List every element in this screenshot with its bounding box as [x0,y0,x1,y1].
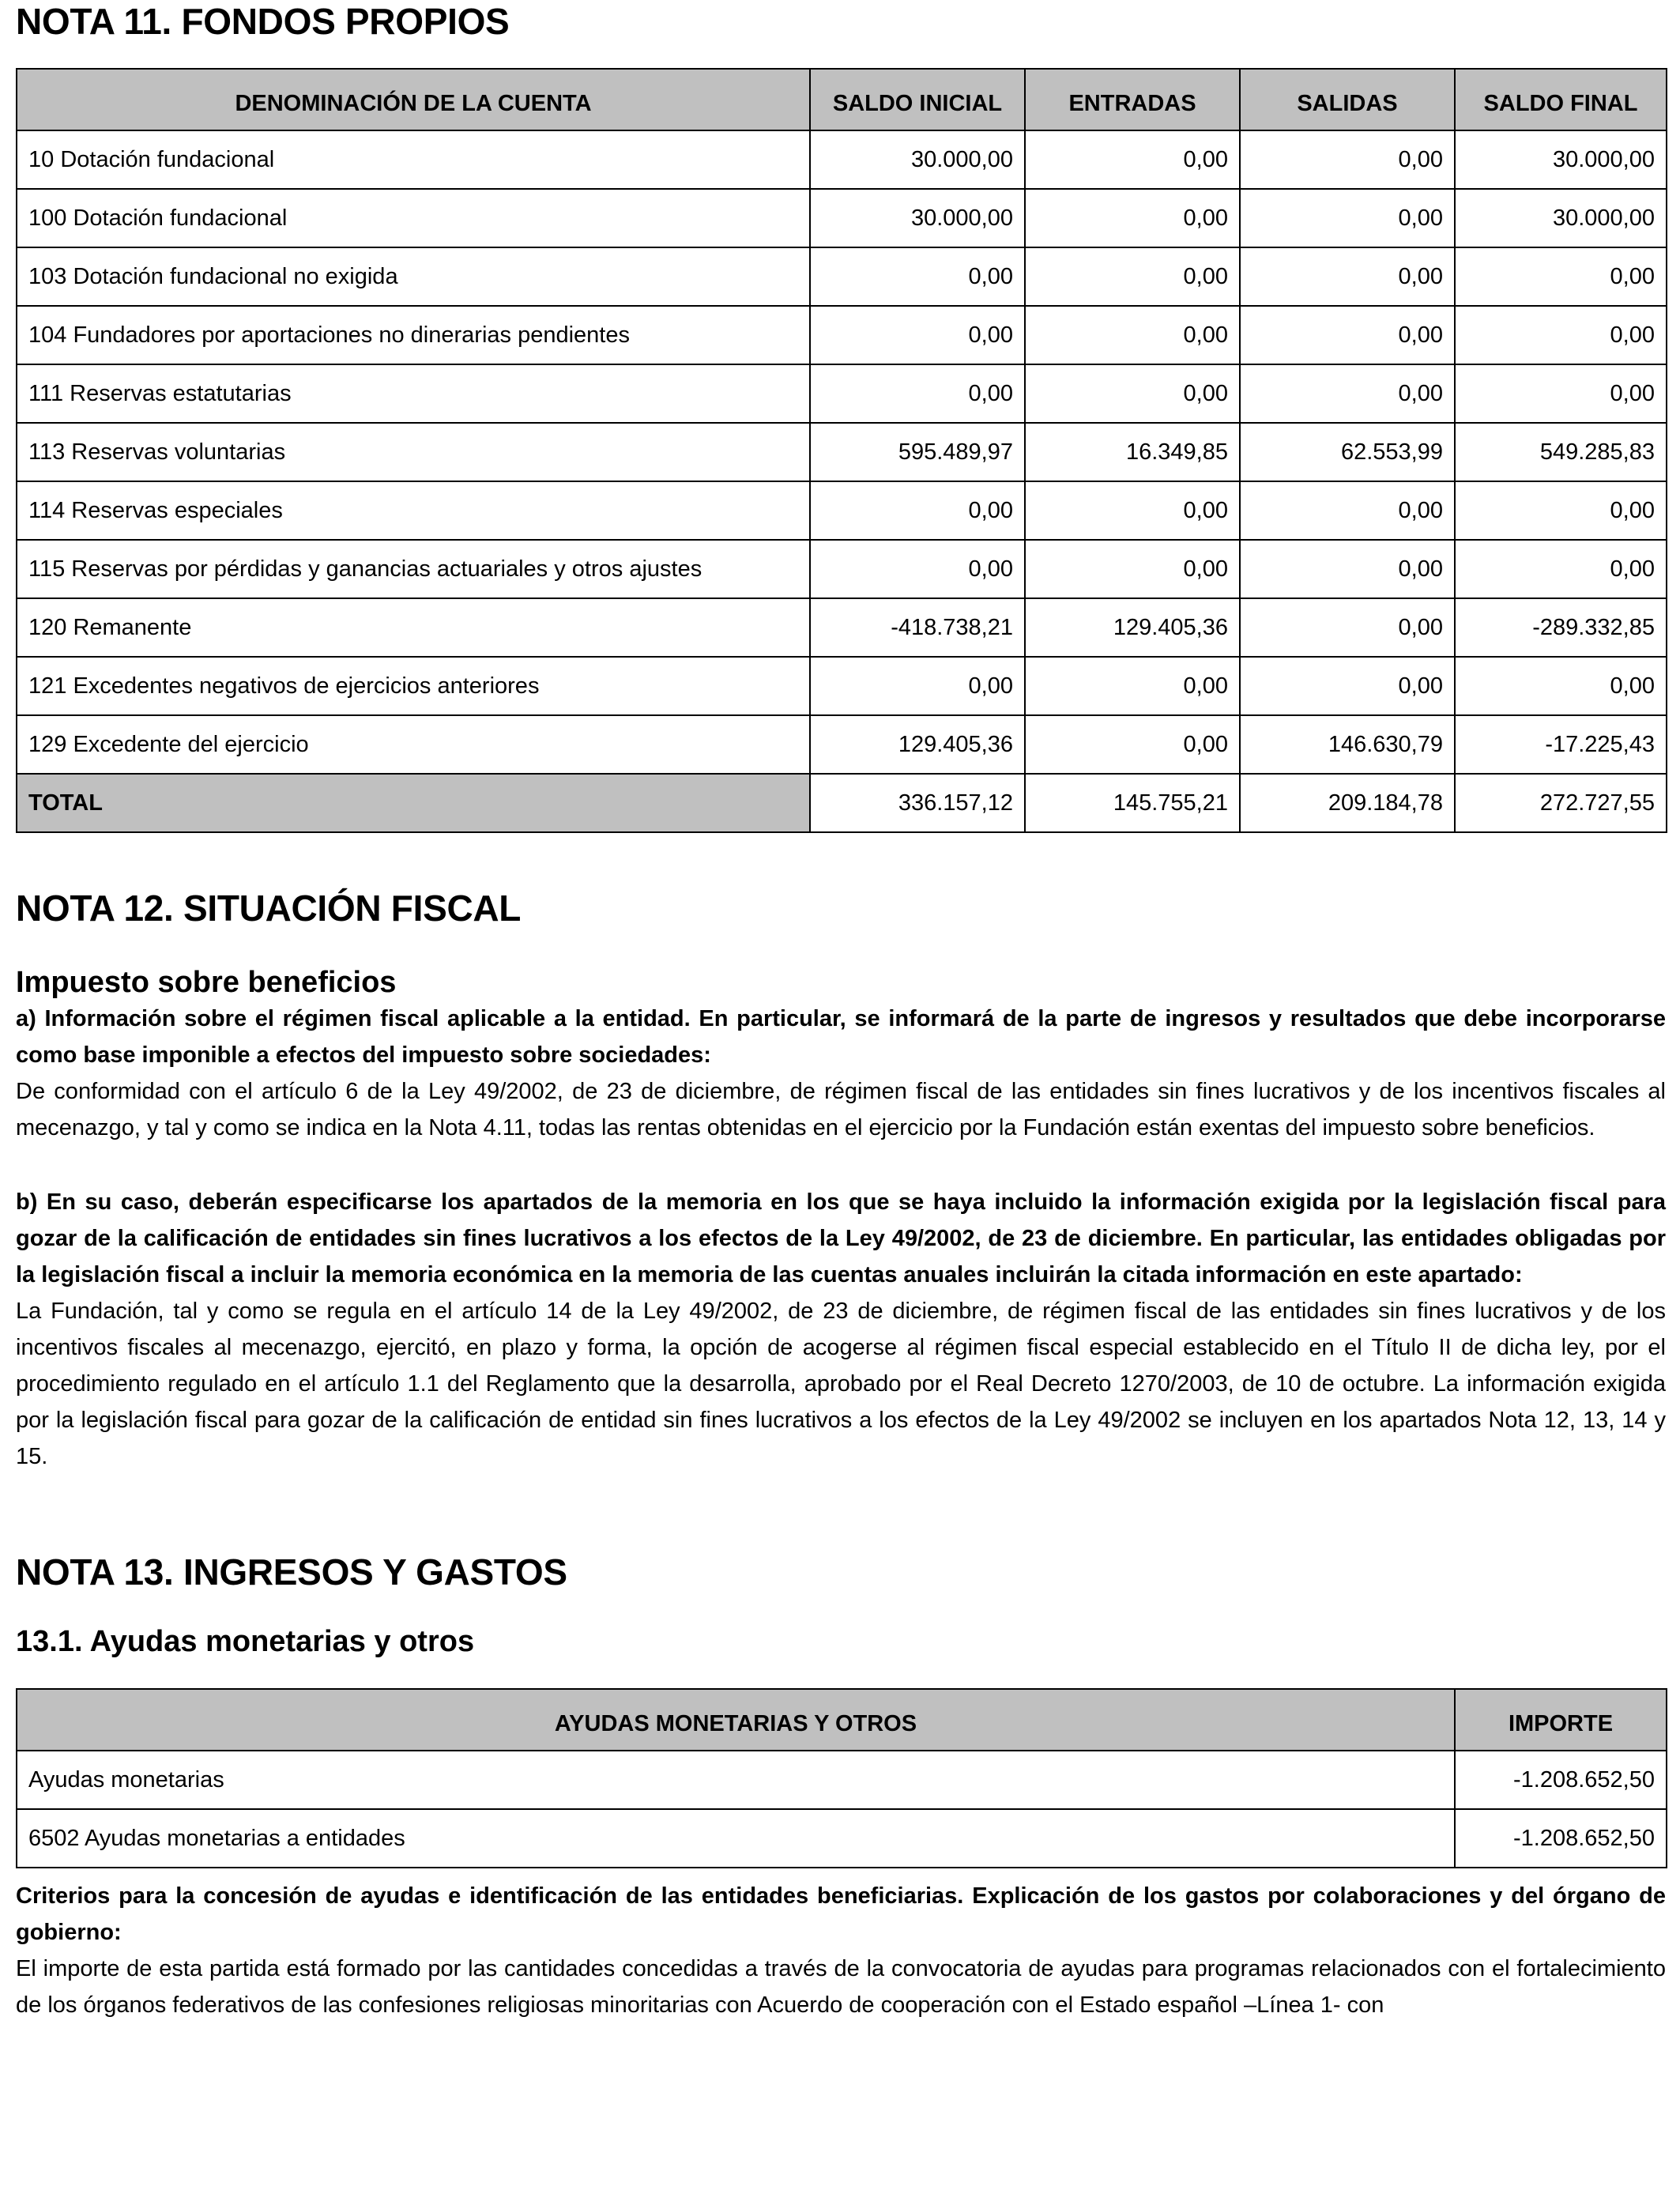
amount-cell: 0,00 [1025,130,1240,189]
amount-cell: 0,00 [1455,657,1667,715]
amount-cell: 0,00 [810,306,1025,364]
amount-cell: 129.405,36 [810,715,1025,774]
amount-cell: 0,00 [1240,481,1455,540]
amount-cell: 0,00 [1455,247,1667,306]
amount-cell: 0,00 [1240,306,1455,364]
table-row [17,540,1667,598]
amount-cell: 0,00 [1240,657,1455,715]
header-ayudas: AYUDAS MONETARIAS Y OTROS [17,1689,1455,1751]
table-row [17,598,1667,657]
amount-cell: 0,00 [810,481,1025,540]
account-name-cell: 104 Fundadores por aportaciones no dinerarias pendientes [17,306,810,364]
answer-b: La Fundación, tal y como se regula en el artículo 14 de la Ley 49/2002, de 23 de diciembre, de régimen fiscal de las entidades sin fines lucrativos y de los incentivos fiscales al mecenazgo, ejercitó, en plazo y forma, la opción de acogerse al régimen fiscal especial establecido en el Título II de dicha ley, por el procedimiento regulado en el artículo 1.1 del Reglamento que la desarrolla, aprobado por el Real Decreto 1270/2003, de 10 de octubre. La información exigida por la legislación fiscal para gozar de la calificación de entidad sin fines lucrativos a los efectos de la Ley 49/2002 se incluyen en los apartados Nota 12, 13, 14 y 15. [16,1299,1666,1469]
table-row [17,189,1667,247]
ayudas-table [16,1688,1667,1868]
amount-cell: 0,00 [1455,306,1667,364]
nota13-title: NOTA 13. INGRESOS Y GASTOS [16,1551,567,1593]
header-denominacion: DENOMINACIÓN DE LA CUENTA [17,69,810,130]
amount-cell: 0,00 [810,657,1025,715]
amount-cell: -289.332,85 [1455,598,1667,657]
amount-cell: 30.000,00 [1455,130,1667,189]
importe-cell: -1.208.652,50 [1455,1809,1667,1868]
amount-cell: 0,00 [810,540,1025,598]
header-saldo-inicial: SALDO INICIAL [810,69,1025,130]
amount-cell: 62.553,99 [1240,423,1455,481]
table-row [17,130,1667,189]
amount-cell: 0,00 [1025,247,1240,306]
header-saldo-final: SALDO FINAL [1455,69,1667,130]
table-row [17,247,1667,306]
answer-a: De conformidad con el artículo 6 de la Ley 49/2002, de 23 de diciembre, de régimen fiscal de las entidades sin fines lucrativos y de los incentivos fiscales al mecenazgo, y tal y como se indica en la Nota 4.11, todas las rentas obtenidas en el ejercicio por la Fundación están exentas del impuesto sobre beneficios. [16,1079,1666,1140]
account-name-cell: 103 Dotación fundacional no exigida [17,247,810,306]
document-page [16,0,1666,2023]
amount-cell: 595.489,97 [810,423,1025,481]
concept-cell: Ayudas monetarias [17,1751,1455,1809]
amount-cell: 0,00 [1240,130,1455,189]
amount-cell: 0,00 [1240,598,1455,657]
account-name-cell: 10 Dotación fundacional [17,130,810,189]
account-name-cell: 115 Reservas por pérdidas y ganancias actuariales y otros ajustes [17,540,810,598]
amount-cell: 0,00 [1025,306,1240,364]
amount-cell: 0,00 [1025,657,1240,715]
total-row [17,774,1667,832]
table-header-row [17,1689,1667,1751]
amount-cell: 0,00 [1025,540,1240,598]
amount-cell: 0,00 [1240,540,1455,598]
nota11-title: NOTA 11. FONDOS PROPIOS [16,1,510,42]
amount-cell: 16.349,85 [1025,423,1240,481]
total-saldo-final: 272.727,55 [1455,774,1667,832]
amount-cell: 146.630,79 [1240,715,1455,774]
amount-cell: 0,00 [1025,189,1240,247]
table-row [17,1809,1667,1868]
amount-cell: 0,00 [1240,247,1455,306]
amount-cell: 0,00 [810,364,1025,423]
account-name-cell: 100 Dotación fundacional [17,189,810,247]
amount-cell: -418.738,21 [810,598,1025,657]
table-row [17,657,1667,715]
amount-cell: 0,00 [1455,540,1667,598]
table-row [17,1751,1667,1809]
table-row [17,715,1667,774]
account-name-cell: 111 Reservas estatutarias [17,364,810,423]
nota12-title: NOTA 12. SITUACIÓN FISCAL [16,888,522,929]
amount-cell: 30.000,00 [810,130,1025,189]
amount-cell: 0,00 [1025,715,1240,774]
amount-cell: 0,00 [1455,364,1667,423]
amount-cell: 549.285,83 [1455,423,1667,481]
account-name-cell: 120 Remanente [17,598,810,657]
concept-cell: 6502 Ayudas monetarias a entidades [17,1809,1455,1868]
amount-cell: 30.000,00 [810,189,1025,247]
account-name-cell: 121 Excedentes negativos de ejercicios anteriores [17,657,810,715]
amount-cell: 0,00 [1240,189,1455,247]
nota13-subtitle: 13.1. Ayudas monetarias y otros [16,1625,475,1658]
table-row [17,364,1667,423]
account-name-cell: 114 Reservas especiales [17,481,810,540]
question-b: b) En su caso, deberán especificarse los apartados de la memoria en los que se haya incluido la información exigida por la legislación fiscal para gozar de la calificación de entidades sin fines lucrativos a los efectos de la Ley 49/2002, de 23 de diciembre. En particular, las entidades obligadas por la legislación fiscal a incluir la memoria económica en la memoria de las cuentas anuales incluirán la citada información en este apartado: [16,1189,1666,1287]
total-saldo-inicial: 336.157,12 [810,774,1025,832]
amount-cell: 0,00 [810,247,1025,306]
header-salidas: SALIDAS [1240,69,1455,130]
criterios-text: El importe de esta partida está formado por las cantidades concedidas a través de la convocatoria de ayudas para programas relacionados con el fortalecimiento de los órganos federativos de las confesiones religiosas minoritarias con Acuerdo de cooperación con el Estado español –Línea 1- con [16,1956,1666,2018]
header-importe: IMPORTE [1455,1689,1667,1751]
table-row [17,306,1667,364]
amount-cell: 0,00 [1240,364,1455,423]
table-row [17,423,1667,481]
header-entradas: ENTRADAS [1025,69,1240,130]
fondos-propios-table [16,68,1667,833]
account-name-cell: 129 Excedente del ejercicio [17,715,810,774]
importe-cell: -1.208.652,50 [1455,1751,1667,1809]
amount-cell: 0,00 [1455,481,1667,540]
criterios-heading: Criterios para la concesión de ayudas e identificación de las entidades beneficiarias. Explicación de los gastos por colaboraciones y del órgano de gobierno: [16,1883,1666,1945]
question-a: a) Información sobre el régimen fiscal aplicable a la entidad. En particular, se informará de la parte de ingresos y resultados que debe incorporarse como base imponible a efectos del impuesto sobre sociedades: [16,1006,1666,1068]
amount-cell: 0,00 [1025,481,1240,540]
total-label: TOTAL [17,774,810,832]
amount-cell: -17.225,43 [1455,715,1667,774]
amount-cell: 0,00 [1025,364,1240,423]
table-row [17,481,1667,540]
table-header-row [17,69,1667,130]
total-entradas: 145.755,21 [1025,774,1240,832]
amount-cell: 129.405,36 [1025,598,1240,657]
account-name-cell: 113 Reservas voluntarias [17,423,810,481]
nota12-subtitle: Impuesto sobre beneficios [16,966,397,999]
total-salidas: 209.184,78 [1240,774,1455,832]
amount-cell: 30.000,00 [1455,189,1667,247]
